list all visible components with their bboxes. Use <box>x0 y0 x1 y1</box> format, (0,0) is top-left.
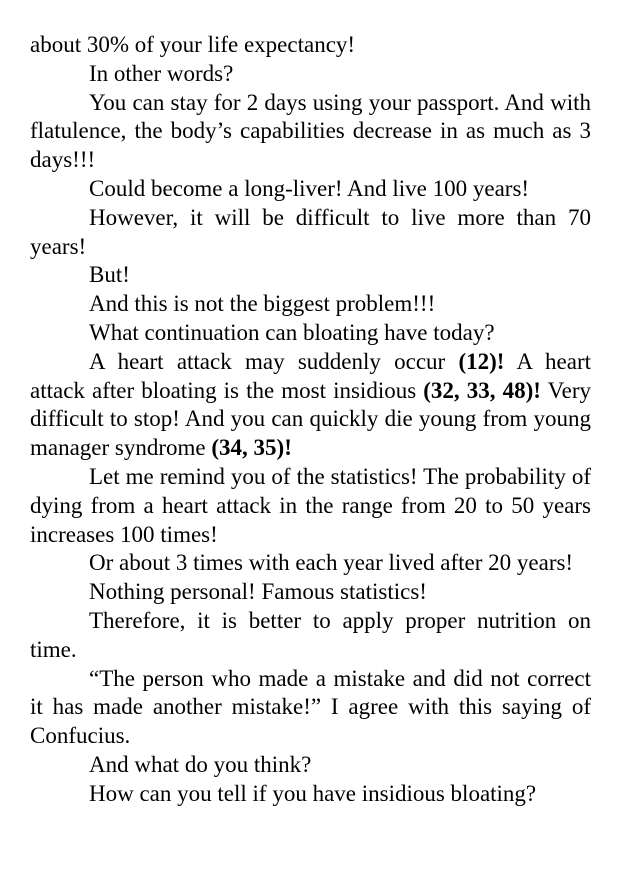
paragraph: But! <box>89 262 130 288</box>
reference-citation: (34, 35)! <box>211 435 292 461</box>
paragraph: You can stay for 2 days using your passport. And with flatulence, the body’s capabilities decrease in as much as 3 days!!! <box>30 89 591 173</box>
paragraph: In other words? <box>89 60 234 86</box>
paragraph: How can you tell if you have insidious bloating? <box>89 780 537 806</box>
paragraph-continuation: about 30% of your life expectancy! <box>30 32 356 57</box>
paragraph: However, it will be difficult to live more than 70 years! <box>30 204 591 259</box>
reference-citation: (32, 33, 48)! <box>423 377 541 403</box>
paragraph: Let me remind you of the statistics! The probability of dying from a heart attack in the range from 20 to 50 years increases 100 times! <box>30 463 591 547</box>
paragraph: And what do you think? <box>89 751 312 777</box>
paragraph: Therefore, it is better to apply proper nutrition on time. <box>30 607 591 662</box>
paragraph: Or about 3 times with each year lived after 20 years! <box>89 550 574 576</box>
paragraph-with-references <box>30 348 591 463</box>
paragraph-text: A heart attack after bloating is the most insidious <box>30 348 591 403</box>
paragraph: Could become a long-liver! And live 100 years! <box>89 175 530 201</box>
paragraph: Nothing personal! Famous statistics! <box>89 579 427 605</box>
document-page <box>30 31 591 809</box>
paragraph-text: Very difficult to stop! And you can quickly die young from young manager syndrome <box>30 377 592 461</box>
paragraph-quote: “The person who made a mistake and did not correct it has made another mistake!” I agree with this saying of Confucius. <box>30 665 591 749</box>
reference-citation: (12)! <box>458 348 505 374</box>
paragraph: What continuation can bloating have today? <box>89 319 495 345</box>
paragraph-text: A heart attack may suddenly occur <box>89 348 459 374</box>
paragraph: And this is not the biggest problem!!! <box>89 291 436 317</box>
